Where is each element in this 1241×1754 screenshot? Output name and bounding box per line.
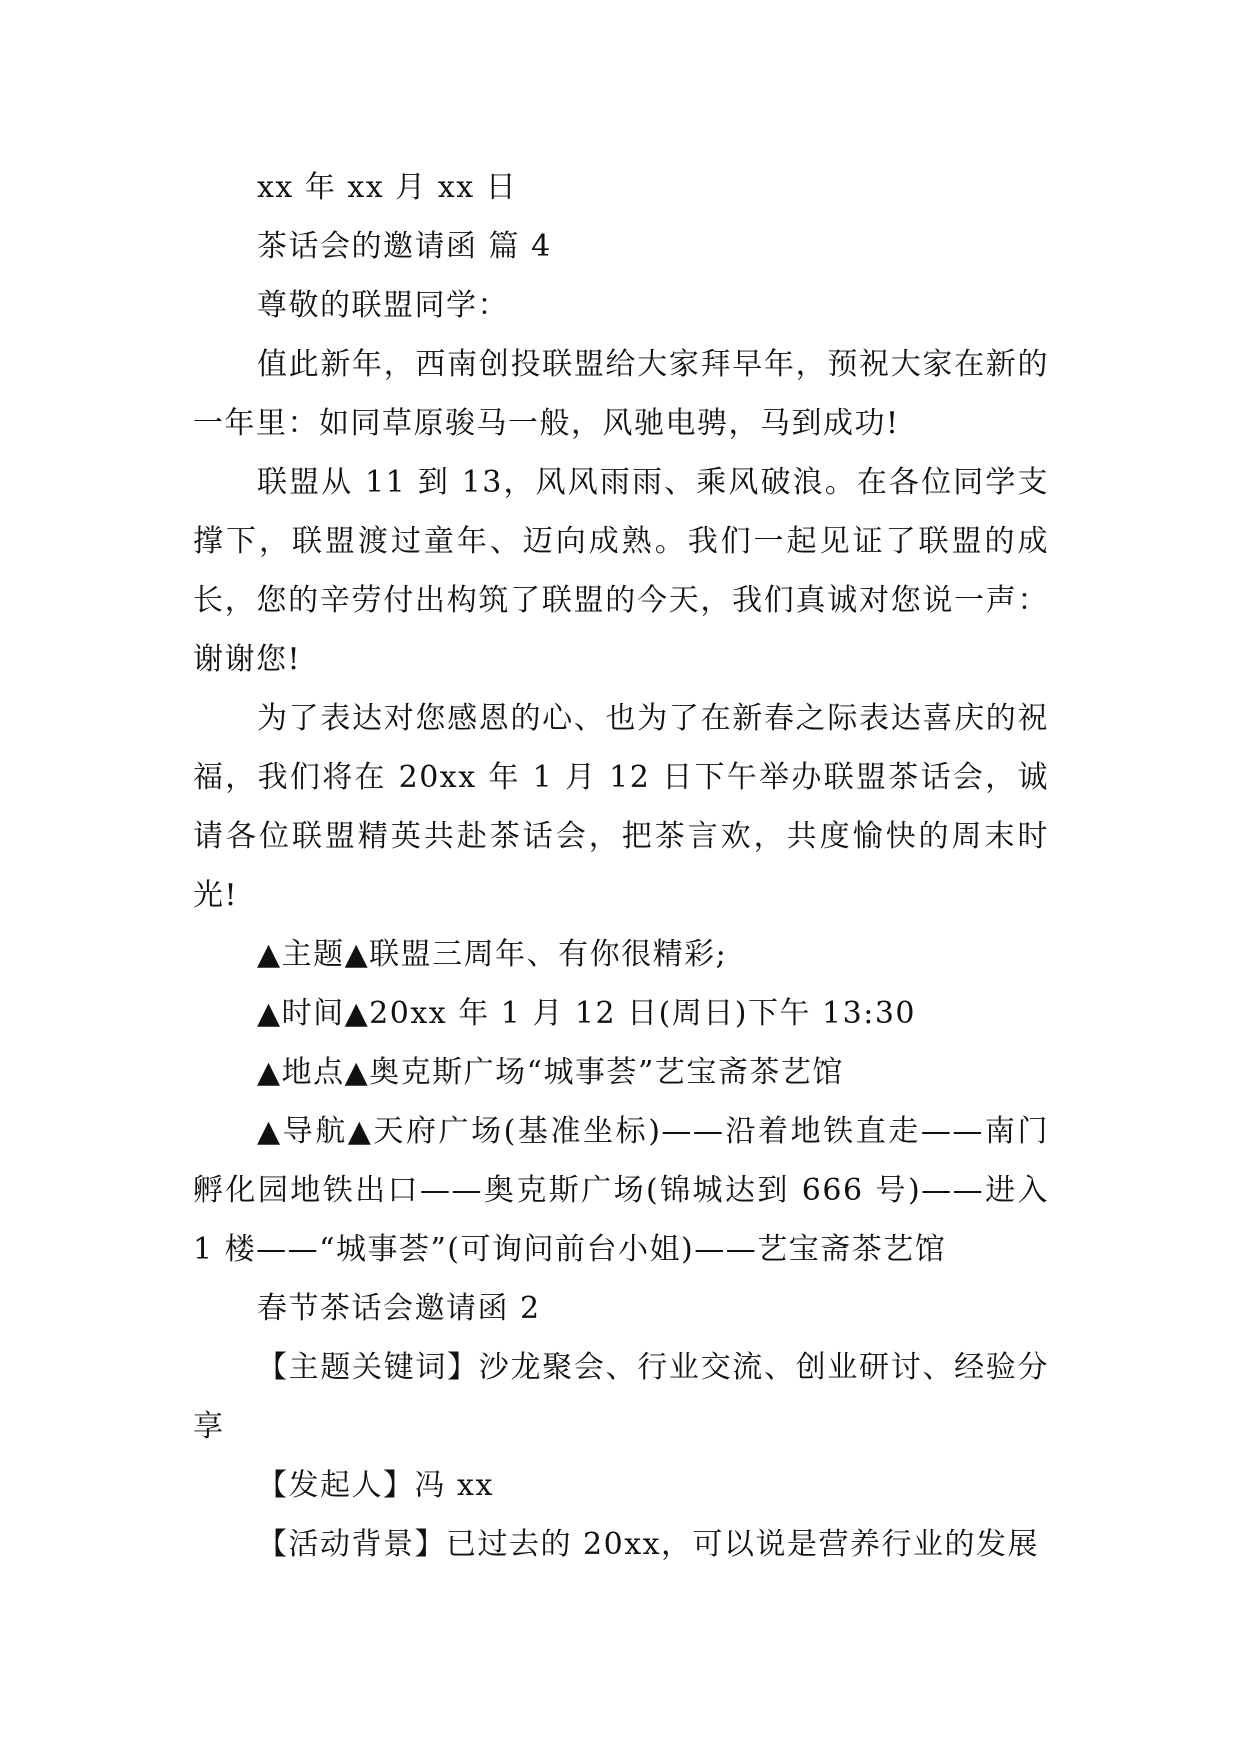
- theme-line: ▲主题▲联盟三周年、有你很精彩;: [257, 937, 728, 972]
- location-line: ▲地点▲奥克斯广场“城事荟”艺宝斋茶艺馆: [257, 1055, 844, 1090]
- background-paragraph: 【活动背景】已过去的 20xx，可以说是营养行业的发展: [257, 1527, 1040, 1562]
- letter-title: 茶话会的邀请函 篇 4: [257, 229, 552, 264]
- salutation: 尊敬的联盟同学：: [257, 288, 509, 323]
- time-line: ▲时间▲20xx 年 1 月 12 日(周日)下午 13:30: [257, 996, 916, 1031]
- navigation-paragraph: ▲导航▲天府广场(基准坐标)——沿着地铁直走——南门孵化园地铁出口——奥克斯广场(锦城达到 666 号)——进入 1 楼——“城事荟”(可询问前台小姐)——艺宝斋茶艺馆: [193, 1114, 1049, 1267]
- section-title: 春节茶话会邀请函 2: [257, 1291, 541, 1326]
- greeting-paragraph: 值此新年，西南创投联盟给大家拜早年，预祝大家在新的一年里：如同草原骏马一般，风驰电骋，马到成功!: [193, 347, 1049, 441]
- document-body: [193, 158, 1049, 1574]
- history-paragraph: 联盟从 11 到 13，风风雨雨、乘风破浪。在各位同学支撑下，联盟渡过童年、迈向成熟。我们一起见证了联盟的成长，您的辛劳付出构筑了联盟的今天，我们真诚对您说一声：谢谢您!: [193, 465, 1049, 677]
- date-line: xx 年 xx 月 xx 日: [257, 170, 518, 205]
- keywords-paragraph: 【主题关键词】沙龙聚会、行业交流、创业研讨、经验分享: [193, 1350, 1049, 1444]
- initiator-line: 【发起人】冯 xx: [257, 1468, 494, 1503]
- invitation-paragraph: 为了表达对您感恩的心、也为了在新春之际表达喜庆的祝福，我们将在 20xx 年 1 月 12 日下午举办联盟茶话会，诚请各位联盟精英共赴茶话会，把茶言欢，共度愉快的周末时光!: [193, 701, 1049, 913]
